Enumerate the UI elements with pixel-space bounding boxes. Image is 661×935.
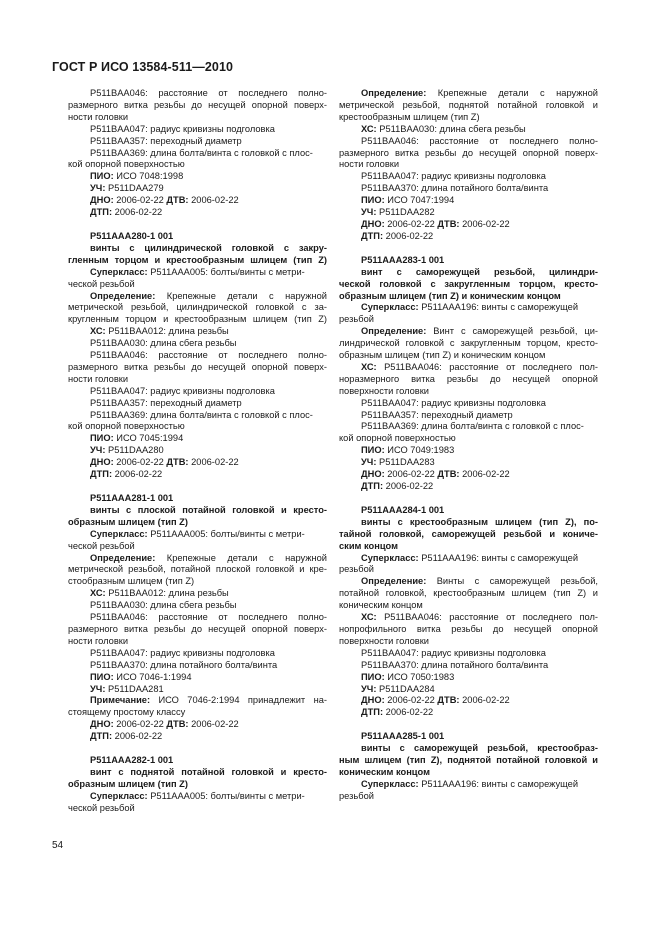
entry-heading-line <box>339 755 598 767</box>
field-value: P511DAA284 <box>376 683 435 694</box>
field-value: P511AAA285-1 001 <box>361 731 445 742</box>
field-value: винты с цилиндрической головкой с закру- <box>90 242 327 253</box>
field-value: 2006-02-22 <box>384 695 438 706</box>
text-line <box>339 159 598 171</box>
field-value: стоящему простому классу <box>68 707 186 718</box>
field-value: P511AAA284-1 001 <box>361 504 445 515</box>
text-line <box>68 695 327 707</box>
text-line <box>339 410 598 422</box>
text-line <box>68 88 327 100</box>
field-value: 2006-02-22 <box>384 218 438 229</box>
field-value: P511BAA370: длина потайного болта/винта <box>361 659 549 670</box>
text-line <box>68 433 327 445</box>
text-line <box>68 457 327 469</box>
text-line <box>339 350 598 362</box>
field-value: P511BAA369: длина болта/винта с головкой с плос- <box>90 409 313 420</box>
text-line <box>68 374 327 386</box>
field-value: P511BAA046: расстояние от последнего пол- <box>376 361 598 372</box>
entry-heading-line <box>68 779 327 791</box>
field-value: ческой резьбой <box>68 802 135 813</box>
text-line <box>339 660 598 672</box>
text-line <box>68 410 327 422</box>
field-value: P511BAA357: переходный диаметр <box>90 135 242 146</box>
field-label: Суперкласс: <box>90 790 148 801</box>
field-value: P511AAA005: болты/винты с метри- <box>147 528 305 539</box>
field-value: P511BAA370: длина потайного болта/винта <box>361 183 549 194</box>
field-value: 2006-02-22 <box>459 218 510 229</box>
field-label: УЧ: <box>90 445 106 456</box>
text-line <box>339 648 598 660</box>
field-value: P511BAA047: радиус кривизны подголовка <box>90 647 275 658</box>
field-value: ским концом <box>339 540 398 551</box>
section-gap <box>339 243 598 255</box>
entry-heading-line <box>68 517 327 529</box>
field-value: 2006-02-22 <box>459 469 510 480</box>
text-line <box>339 195 598 207</box>
field-label: Суперкласс: <box>361 302 419 313</box>
field-label: Определение: <box>361 88 427 98</box>
field-value: норазмерного витка резьбы до несущей опорной <box>339 373 598 384</box>
entry-heading-line <box>339 541 598 553</box>
text-line <box>68 731 327 743</box>
field-value: линдрической головкой с закругленным торцом, кресто- <box>339 338 598 349</box>
field-value: P511BAA030: длина сбега резьбы <box>90 600 237 611</box>
text-line <box>339 588 598 600</box>
text-line <box>68 588 327 600</box>
field-value: 2006-02-22 <box>188 195 239 206</box>
text-line <box>339 576 598 588</box>
text-line <box>339 612 598 624</box>
entry-heading-line <box>339 731 598 743</box>
field-value: 2006-02-22 <box>188 457 239 468</box>
field-value: метрической резьбой, цилиндрической головкой с за- <box>68 302 327 313</box>
text-line <box>339 231 598 243</box>
text-line <box>339 338 598 350</box>
field-label: ДНО: <box>361 695 385 706</box>
text-line <box>68 386 327 398</box>
text-line <box>339 112 598 124</box>
field-value: резьбой <box>339 790 374 801</box>
field-value: P511BAA046: расстояние от последнего полно- <box>90 612 327 623</box>
field-value: P511BAA047: радиус кривизны подголовка <box>361 397 546 408</box>
field-label: ДТП: <box>90 207 113 218</box>
text-line <box>339 695 598 707</box>
section-gap <box>68 219 327 231</box>
text-line <box>68 124 327 136</box>
field-value: ИСО 7047:1994 <box>384 195 455 206</box>
field-value: 2006-02-22 <box>459 695 510 706</box>
field-value: Крепежные детали с наружной <box>155 552 327 563</box>
field-label: Определение: <box>361 576 427 587</box>
field-value: ИСО 7048:1998 <box>113 171 184 182</box>
field-value: P511AAA280-1 001 <box>90 230 174 241</box>
field-value: P511BAA030: длина сбега резьбы <box>90 338 237 349</box>
field-label: Суперкласс: <box>90 528 148 539</box>
field-value: 2006-02-22 <box>188 719 239 730</box>
text-line <box>68 719 327 731</box>
field-value: P511BAA046: расстояние от последнего полно- <box>90 88 327 98</box>
field-label: ПИО: <box>361 195 385 206</box>
field-value: образным шлицем (тип Z) <box>68 516 188 527</box>
text-line <box>339 386 598 398</box>
text-line <box>68 600 327 612</box>
field-value: P511BAA046: расстояние от последнего полно- <box>90 350 327 361</box>
field-value: P511BAA357: переходный диаметр <box>90 397 242 408</box>
entry-heading-line <box>68 231 327 243</box>
field-value: P511AAA281-1 001 <box>90 493 174 503</box>
text-line <box>339 314 598 326</box>
text-line <box>68 207 327 219</box>
field-value: ческой резьбой <box>68 278 135 289</box>
field-label: ДТВ: <box>437 469 460 480</box>
field-label: Определение: <box>90 552 156 563</box>
field-label: УЧ: <box>361 457 377 468</box>
field-value: P511BAA357: переходный диаметр <box>361 409 513 420</box>
field-value: 2006-02-22 <box>113 195 167 206</box>
text-line <box>339 564 598 576</box>
section-gap <box>68 743 327 755</box>
field-label: УЧ: <box>90 683 106 694</box>
field-value: P511BAA046: расстояние от последнего полно- <box>361 135 598 146</box>
field-value: образным шлицем (тип Z) и коническим концом <box>339 290 561 301</box>
field-value: коническим концом <box>339 766 430 777</box>
field-value: ческой головкой с закругленным торцом, кресто- <box>339 278 598 289</box>
field-label: ХС: <box>361 361 377 372</box>
text-line <box>339 398 598 410</box>
text-line <box>68 159 327 171</box>
field-value: метрической резьбой, поднятой потайной головкой и <box>339 99 598 110</box>
entry-heading-line <box>68 243 327 255</box>
text-line <box>68 398 327 410</box>
field-value: размерного витка резьбы до несущей опорной поверх- <box>68 99 327 110</box>
text-line <box>339 421 598 433</box>
text-line <box>339 791 598 803</box>
field-value: P511BAA047: радиус кривизны подголовка <box>361 171 546 182</box>
field-label: Определение: <box>361 326 427 337</box>
page-header: ГОСТ Р ИСО 13584-511—2010 <box>52 60 234 74</box>
field-value: P511AAA005: болты/винты с метри- <box>147 266 305 277</box>
field-value: винты с саморежущей резьбой, крестообраз- <box>361 743 598 754</box>
text-line <box>68 803 327 815</box>
field-value: кругленным торцом и крестообразным шлицем (тип Z) <box>68 314 327 325</box>
field-label: ДТВ: <box>437 695 460 706</box>
field-label: ДТВ: <box>166 195 189 206</box>
field-value: ности головки <box>68 635 129 646</box>
entry-heading-line <box>339 529 598 541</box>
field-value: P511DAA279 <box>105 183 164 194</box>
field-label: ПИО: <box>90 433 114 444</box>
field-value: P511AAA283-1 001 <box>361 254 445 265</box>
field-label: ПИО: <box>361 445 385 456</box>
text-line <box>339 553 598 565</box>
text-line <box>339 684 598 696</box>
text-line <box>68 707 327 719</box>
text-line <box>339 707 598 719</box>
field-label: ДНО: <box>90 457 114 468</box>
field-value: тайной головкой, саморежущей резьбой и кониче- <box>339 528 598 539</box>
text-line <box>68 100 327 112</box>
text-line <box>339 433 598 445</box>
field-value: ным шлицем (тип Z), поднятой потайной головкой и <box>339 755 598 766</box>
field-label: ДТВ: <box>437 218 460 229</box>
field-value: P511BAA047: радиус кривизны подголовка <box>90 385 275 396</box>
field-value: P511BAA012: длина резьбы <box>105 588 229 599</box>
text-line <box>68 564 327 576</box>
text-line <box>339 779 598 791</box>
field-label: ДНО: <box>90 195 114 206</box>
text-line <box>68 314 327 326</box>
text-line <box>339 636 598 648</box>
field-value: кой опорной поверхностью <box>68 159 185 170</box>
field-label: ДТП: <box>90 731 113 742</box>
field-value: образным шлицем (тип Z) и коническим концом <box>339 350 546 361</box>
text-line <box>339 457 598 469</box>
text-line <box>68 660 327 672</box>
entry-heading-line <box>68 493 327 505</box>
text-line <box>68 326 327 338</box>
entry-heading-line <box>339 743 598 755</box>
field-label: ПИО: <box>361 671 385 682</box>
field-value: размерного витка резьбы до несущей опорной поверх- <box>339 147 598 158</box>
section-gap <box>339 719 598 731</box>
text-line <box>68 469 327 481</box>
entry-heading-line <box>68 767 327 779</box>
text-line <box>68 362 327 374</box>
field-label: ДТП: <box>90 469 113 480</box>
entry-heading-line <box>68 505 327 517</box>
text-line <box>339 302 598 314</box>
field-label: Примечание: <box>90 695 151 706</box>
field-value: ИСО 7045:1994 <box>113 433 184 444</box>
field-value: P511DAA283 <box>376 457 435 468</box>
text-line <box>68 445 327 457</box>
text-line <box>339 469 598 481</box>
field-label: Суперкласс: <box>361 778 419 789</box>
field-label: ДНО: <box>90 719 114 730</box>
field-value: винт с саморежущей резьбой, цилиндри- <box>361 266 598 277</box>
field-value: P511BAA012: длина резьбы <box>105 326 229 337</box>
text-line <box>68 684 327 696</box>
entry-heading-line <box>68 255 327 267</box>
field-value: P511BAA047: радиус кривизны подголовка <box>361 647 546 658</box>
field-value: ИСО 7050:1983 <box>384 671 455 682</box>
field-label: ПИО: <box>90 171 114 182</box>
text-line <box>339 374 598 386</box>
right-column <box>339 88 598 803</box>
field-value: 2006-02-22 <box>113 719 167 730</box>
text-line <box>339 600 598 612</box>
text-line <box>339 624 598 636</box>
text-line <box>68 421 327 433</box>
field-value: Крепежные детали с наружной <box>155 290 327 301</box>
field-value: 2006-02-22 <box>112 731 163 742</box>
field-label: ХС: <box>90 588 106 599</box>
field-label: ДТП: <box>361 230 384 241</box>
field-value: кой опорной поверхностью <box>68 421 185 432</box>
page-number: 54 <box>52 840 64 851</box>
field-value: ности головки <box>339 159 400 170</box>
field-value: 2006-02-22 <box>383 481 434 491</box>
entry-heading-line <box>339 267 598 279</box>
field-label: Суперкласс: <box>361 552 419 563</box>
entry-heading-line <box>68 755 327 767</box>
field-value: P511AAA282-1 001 <box>90 755 174 766</box>
field-value: винты с плоской потайной головкой и кресто- <box>90 504 327 515</box>
field-value: ИСО 7049:1983 <box>384 445 455 456</box>
field-value: 2006-02-22 <box>113 457 167 468</box>
entry-heading-line <box>339 291 598 303</box>
field-value: метрической резьбой, потайной плоской головкой и кре- <box>68 564 327 575</box>
field-value: P511AAA196: винты с саморежущей <box>418 552 579 563</box>
text-line <box>339 171 598 183</box>
text-line <box>339 207 598 219</box>
field-value: размерного витка резьбы до несущей опорной поверх- <box>68 623 327 634</box>
text-line <box>339 672 598 684</box>
field-label: УЧ: <box>361 207 377 218</box>
section-gap <box>68 481 327 493</box>
text-line <box>68 302 327 314</box>
text-line <box>68 148 327 160</box>
section-gap <box>339 493 598 505</box>
text-line <box>68 183 327 195</box>
entry-heading-line <box>339 505 598 517</box>
field-value: Винты с саморежущей резьбой, <box>426 576 598 587</box>
field-value: P511AAA196: винты с саморежущей <box>418 302 579 313</box>
field-value: P511BAA030: длина сбега резьбы <box>376 123 526 134</box>
field-value: P511BAA370: длина потайного болта/винта <box>90 659 278 670</box>
text-line <box>68 636 327 648</box>
field-value: 2006-02-22 <box>383 230 434 241</box>
text-line <box>339 100 598 112</box>
field-label: Определение: <box>90 290 156 301</box>
field-value: P511DAA282 <box>376 207 435 218</box>
field-value: резьбой <box>339 564 374 575</box>
field-value: P511AAA005: болты/винты с метри- <box>147 790 305 801</box>
text-line <box>339 183 598 195</box>
text-line <box>68 338 327 350</box>
field-value: резьбой <box>339 314 374 325</box>
field-value: Винт с саморежущей резьбой, ци- <box>426 326 598 337</box>
field-value: 2006-02-22 <box>112 207 163 218</box>
field-value: гленным торцом и крестообразным шлицем (тип Z) <box>68 254 327 265</box>
field-label: УЧ: <box>90 183 106 194</box>
field-value: ИСО 7046-1:1994 <box>113 671 192 682</box>
field-value: ИСО 7046-2:1994 принадлежит на- <box>150 695 327 706</box>
field-label: Суперкласс: <box>90 266 148 277</box>
text-line <box>68 267 327 279</box>
text-line <box>68 195 327 207</box>
text-line <box>339 326 598 338</box>
field-label: ДТВ: <box>166 719 189 730</box>
field-value: поверхности головки <box>339 635 429 646</box>
entry-heading-line <box>339 517 598 529</box>
field-value: крестообразным шлицем (тип Z) <box>339 111 480 122</box>
entry-heading-line <box>339 767 598 779</box>
text-line <box>68 553 327 565</box>
field-value: 2006-02-22 <box>384 469 438 480</box>
entry-heading-line <box>339 255 598 267</box>
field-value: кой опорной поверхностью <box>339 433 456 444</box>
text-line <box>68 672 327 684</box>
text-line <box>339 219 598 231</box>
field-value: размерного витка резьбы до несущей опорной поверх- <box>68 361 327 372</box>
text-line <box>68 112 327 124</box>
field-label: ХС: <box>361 123 377 134</box>
field-label: ДНО: <box>361 218 385 229</box>
field-value: ности головки <box>68 111 129 122</box>
text-line <box>339 88 598 100</box>
field-label: ХС: <box>361 612 377 623</box>
field-label: ПИО: <box>90 671 114 682</box>
field-value: P511BAA369: длина болта/винта с головкой с плос- <box>90 147 313 158</box>
field-label: ДТП: <box>361 707 384 718</box>
text-line <box>68 612 327 624</box>
text-line <box>339 148 598 160</box>
text-line <box>339 445 598 457</box>
text-line <box>68 171 327 183</box>
text-line <box>68 541 327 553</box>
field-value: коническим концом <box>339 600 423 611</box>
text-line <box>68 291 327 303</box>
field-value: Крепежные детали с наружной <box>426 88 598 98</box>
text-line <box>68 648 327 660</box>
entry-heading-line <box>339 279 598 291</box>
field-value: поверхности головки <box>339 385 429 396</box>
text-line <box>339 124 598 136</box>
field-value: 2006-02-22 <box>112 469 163 480</box>
field-value: ности головки <box>68 373 129 384</box>
field-value: P511BAA047: радиус кривизны подголовка <box>90 123 275 134</box>
text-line <box>68 136 327 148</box>
field-value: P511DAA281 <box>105 683 164 694</box>
field-label: УЧ: <box>361 683 377 694</box>
field-value: P511BAA369: длина болта/винта с головкой с плос- <box>361 421 584 432</box>
field-value: нопрофильного витка резьбы до несущей опорной <box>339 623 598 634</box>
field-value: ческой резьбой <box>68 540 135 551</box>
field-value: образным шлицем (тип Z) <box>68 778 188 789</box>
text-line <box>68 279 327 291</box>
field-label: ХС: <box>90 326 106 337</box>
field-label: ДТП: <box>361 481 384 491</box>
field-value: 2006-02-22 <box>383 707 434 718</box>
field-value: P511AAA196: винты с саморежущей <box>418 778 579 789</box>
field-value: P511DAA280 <box>105 445 164 456</box>
field-value: винты с крестообразным шлицем (тип Z), по- <box>361 516 598 527</box>
field-label: ДТВ: <box>166 457 189 468</box>
text-line <box>339 481 598 493</box>
field-value: P511BAA046: расстояние от последнего пол- <box>376 612 598 623</box>
text-line <box>339 362 598 374</box>
text-line <box>68 350 327 362</box>
text-line <box>68 576 327 588</box>
field-label: ДНО: <box>361 469 385 480</box>
text-line <box>68 624 327 636</box>
text-line <box>68 529 327 541</box>
field-value: винт с поднятой потайной головкой и кресто- <box>90 766 327 777</box>
text-line <box>68 791 327 803</box>
field-value: потайной головкой, крестообразным шлицем (тип Z) и <box>339 588 598 599</box>
text-line <box>339 136 598 148</box>
field-value: стообразным шлицем (тип Z) <box>68 576 195 587</box>
left-column <box>68 88 327 815</box>
